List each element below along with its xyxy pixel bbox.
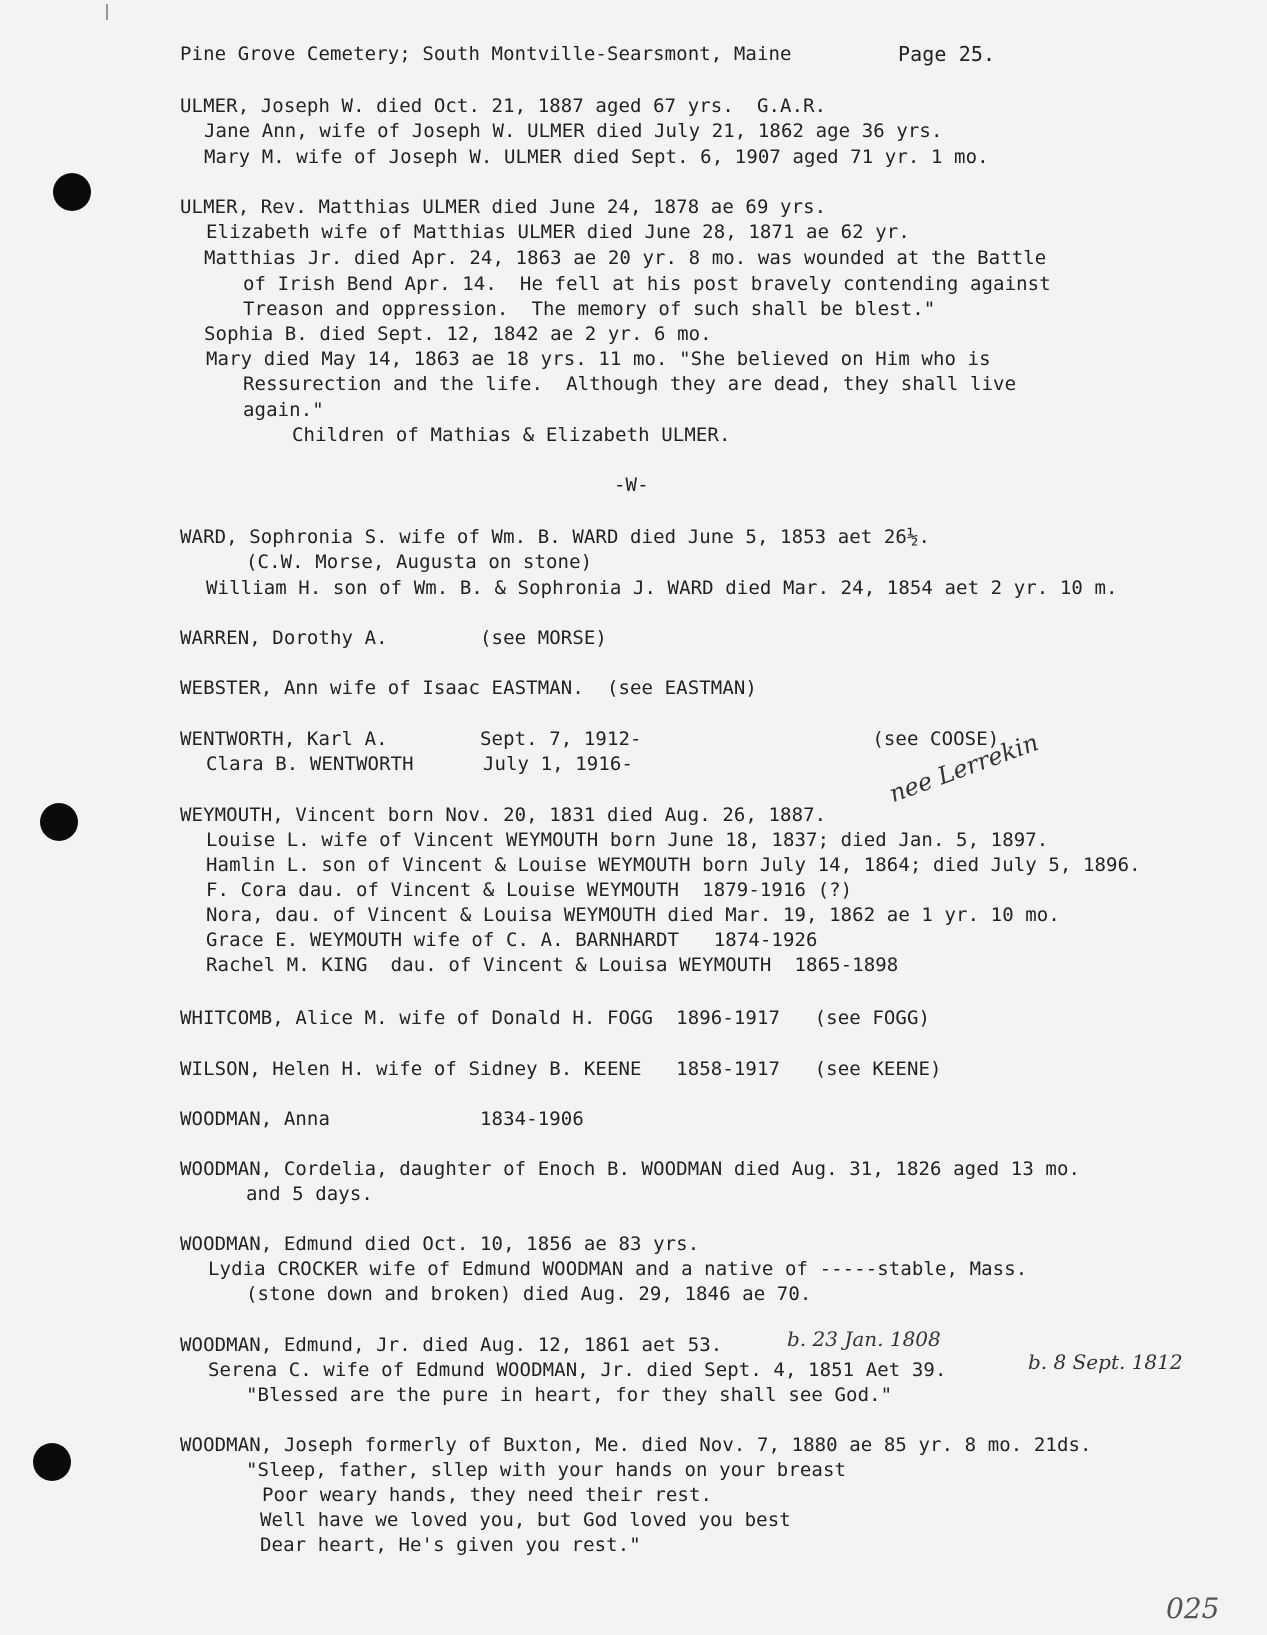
entry-ulmer-matthias: ULMER, Rev. Matthias ULMER died June 24, 1878 ae 69 yrs. [180, 196, 827, 218]
entry-line: Jane Ann, wife of Joseph W. ULMER died July 21, 1862 age 36 yrs. [204, 120, 943, 142]
entry-wentworth: WENTWORTH, Karl A. Sept. 7, 1912- (see COOSE) [180, 728, 1000, 750]
entry-line: Hamlin L. son of Vincent & Louise WEYMOUTH born July 14, 1864; died July 5, 1896. [206, 854, 1141, 876]
entry-line: again." [243, 399, 324, 421]
epitaph-line: "Sleep, father, sllep with your hands on your breast [246, 1459, 847, 1481]
entry-line: Treason and oppression. The memory of such shall be blest." [243, 298, 936, 320]
margin-mark [106, 4, 108, 20]
entry-woodman-joseph: WOODMAN, Joseph formerly of Buxton, Me. died Nov. 7, 1880 ae 85 yr. 8 mo. 21ds. [180, 1434, 1092, 1456]
page-number: Page 25. [898, 42, 996, 66]
entry-line: Mary M. wife of Joseph W. ULMER died Sept. 6, 1907 aged 71 yr. 1 mo. [204, 146, 989, 168]
entry-whitcomb: WHITCOMB, Alice M. wife of Donald H. FOGG 1896-1917 (see FOGG) [180, 1007, 931, 1029]
epitaph-line: Well have we loved you, but God loved you best [260, 1509, 791, 1531]
entry-woodman-edmund-jr: WOODMAN, Edmund, Jr. died Aug. 12, 1861 aet 53. [180, 1334, 723, 1356]
entry-line: Ressurection and the life. Although they are dead, they shall live [243, 373, 1017, 395]
archive-number: 025 [1166, 1592, 1220, 1625]
handwritten-birth-note: b. 23 Jan. 1808 [787, 1327, 941, 1351]
entry-woodman-anna: WOODMAN, Anna 1834-1906 [180, 1108, 584, 1130]
epitaph-line: Poor weary hands, they need their rest. [262, 1484, 713, 1506]
entry-line: William H. son of Wm. B. & Sophronia J. WARD died Mar. 24, 1854 aet 2 yr. 10 m. [206, 577, 1118, 599]
entry-line: Sophia B. died Sept. 12, 1842 ae 2 yr. 6 mo. [204, 323, 712, 345]
entry-line: Rachel M. KING dau. of Vincent & Louisa WEYMOUTH 1865-1898 [206, 954, 899, 976]
entry-line: of Irish Bend Apr. 14. He fell at his post bravely contending against [243, 273, 1051, 295]
handwritten-birth-note: b. 8 Sept. 1812 [1028, 1350, 1183, 1374]
entry-line: Serena C. wife of Edmund WOODMAN, Jr. died Sept. 4, 1851 Aet 39. [208, 1359, 947, 1381]
entry-weymouth: WEYMOUTH, Vincent born Nov. 20, 1831 died Aug. 26, 1887. [180, 804, 827, 826]
binder-hole [40, 803, 78, 841]
epitaph-line: Dear heart, He's given you rest." [260, 1534, 641, 1556]
entry-webster: WEBSTER, Ann wife of Isaac EASTMAN. (see EASTMAN) [180, 677, 757, 699]
entry-warren: WARREN, Dorothy A. (see MORSE) [180, 627, 607, 649]
entry-ulmer-joseph: ULMER, Joseph W. died Oct. 21, 1887 aged 67 yrs. G.A.R. [180, 95, 827, 117]
entry-line: (stone down and broken) died Aug. 29, 1846 ae 70. [246, 1283, 812, 1305]
entry-line: (C.W. Morse, Augusta on stone) [246, 551, 593, 573]
entry-line: Nora, dau. of Vincent & Louisa WEYMOUTH died Mar. 19, 1862 ae 1 yr. 10 mo. [206, 904, 1060, 926]
handwritten-note-nee: nee Lerrekin [885, 728, 1043, 808]
entry-line: Lydia CROCKER wife of Edmund WOODMAN and a native of -----stable, Mass. [208, 1258, 1028, 1280]
entry-line: Matthias Jr. died Apr. 24, 1863 ae 20 yr. 8 mo. was wounded at the Battle [204, 247, 1047, 269]
page-title: Pine Grove Cemetery; South Montville-Searsmont, Maine [180, 43, 792, 65]
entry-line: "Blessed are the pure in heart, for they shall see God." [246, 1384, 893, 1406]
entry-line: F. Cora dau. of Vincent & Louise WEYMOUTH 1879-1916 (?) [206, 879, 853, 901]
binder-hole [53, 173, 91, 211]
section-letter-w: -W- [614, 474, 649, 496]
entry-line: Children of Mathias & Elizabeth ULMER. [292, 424, 731, 446]
entry-line: Louise L. wife of Vincent WEYMOUTH born June 18, 1837; died Jan. 5, 1897. [206, 829, 1049, 851]
binder-hole [33, 1443, 71, 1481]
entry-ward: WARD, Sophronia S. wife of Wm. B. WARD died June 5, 1853 aet 26½. [180, 526, 931, 548]
entry-wilson: WILSON, Helen H. wife of Sidney B. KEENE 1858-1917 (see KEENE) [180, 1058, 942, 1080]
entry-line: Clara B. WENTWORTH July 1, 1916- [206, 753, 633, 775]
entry-woodman-edmund: WOODMAN, Edmund died Oct. 10, 1856 ae 83 yrs. [180, 1233, 700, 1255]
entry-line: Mary died May 14, 1863 ae 18 yrs. 11 mo. "She believed on Him who is [206, 348, 991, 370]
entry-line: Elizabeth wife of Matthias ULMER died June 28, 1871 ae 62 yr. [206, 221, 910, 243]
entry-line: and 5 days. [246, 1183, 373, 1205]
entry-woodman-cordelia: WOODMAN, Cordelia, daughter of Enoch B. WOODMAN died Aug. 31, 1826 aged 13 mo. [180, 1158, 1081, 1180]
entry-line: Grace E. WEYMOUTH wife of C. A. BARNHARDT 1874-1926 [206, 929, 818, 951]
